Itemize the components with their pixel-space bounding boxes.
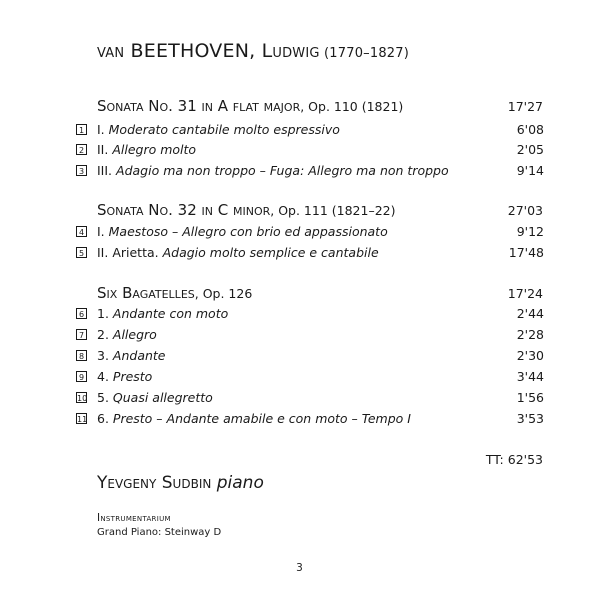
work-title-b: 31 in A flat major	[172, 97, 301, 115]
track-title-text: Adagio ma non troppo – Fuga: Allegro ma non troppo	[116, 163, 449, 178]
composer-dates: (1770–1827)	[319, 46, 410, 61]
track-number: 4	[76, 226, 87, 237]
track-title-text: Allegro	[112, 327, 157, 342]
track-prefix: II.	[97, 142, 113, 157]
track-number: 2	[76, 144, 87, 155]
track-title	[97, 142, 196, 157]
track-duration: 2'05	[516, 142, 544, 157]
track-number: 6	[76, 308, 87, 319]
track-title-text: Allegro molto	[112, 142, 197, 157]
work-title-a: Six Bagatelles	[97, 284, 195, 302]
track-title	[97, 224, 388, 239]
composer-heading	[97, 40, 409, 62]
work-duration: 17'27	[507, 99, 543, 114]
track-duration: 2'28	[516, 327, 544, 342]
performer	[97, 473, 264, 493]
composer-surname: BEETHOVEN	[130, 40, 250, 62]
instrumentarium-detail: Grand Piano: Steinway D	[97, 527, 222, 538]
track-row	[76, 142, 544, 158]
track-number: 1	[76, 124, 87, 135]
track-number: 9	[76, 371, 87, 382]
work-title	[97, 97, 403, 115]
track-prefix: 3.	[97, 348, 113, 363]
track-row	[76, 348, 544, 364]
track-row	[76, 327, 544, 343]
track-title-text: Presto	[112, 369, 153, 384]
track-number: 7	[76, 329, 87, 340]
track-title	[97, 163, 449, 178]
track-row	[76, 122, 544, 138]
track-duration: 2'30	[516, 348, 544, 363]
track-title	[97, 306, 228, 321]
track-duration: 2'44	[516, 306, 544, 321]
track-row	[76, 163, 544, 179]
track-duration: 9'14	[516, 163, 544, 178]
track-title	[97, 369, 152, 384]
composer-comma: ,	[249, 40, 262, 62]
work-opus: , Op. 110 (1821)	[300, 99, 404, 114]
track-prefix: III.	[97, 163, 117, 178]
track-title-text: Presto – Andante amabile e con moto – Tempo I	[112, 411, 411, 426]
track-title	[97, 390, 213, 405]
track-title	[97, 245, 379, 260]
track-title-text: Andante	[112, 348, 166, 363]
track-row	[76, 390, 544, 406]
track-title-text: Maestoso – Allegro con brio ed appassionato	[108, 224, 388, 239]
track-title-text: Andante con moto	[112, 306, 229, 321]
track-row	[76, 224, 544, 240]
track-prefix: I.	[97, 224, 109, 239]
performer-name: Yevgeny Sudbin	[97, 473, 212, 493]
track-row	[76, 369, 544, 385]
track-prefix: 6.	[97, 411, 113, 426]
work-title-a: Sonata No.	[97, 97, 173, 115]
track-number: 5	[76, 247, 87, 258]
work-duration: 17'24	[507, 286, 543, 301]
track-title-text: Adagio molto semplice e cantabile	[162, 245, 379, 260]
composer-prefix: van	[97, 40, 131, 62]
work-title-b: 32 in C minor	[172, 201, 271, 219]
track-prefix: 2.	[97, 327, 113, 342]
track-duration: 1'56	[516, 390, 544, 405]
total-time: TT: 62'53	[485, 452, 543, 467]
track-title-text: Quasi allegretto	[112, 390, 213, 405]
track-prefix: I.	[97, 122, 109, 137]
track-row	[76, 411, 544, 427]
track-row	[76, 306, 544, 322]
track-duration: 3'44	[516, 369, 544, 384]
track-title	[97, 348, 166, 363]
work-title-a: Sonata No.	[97, 201, 173, 219]
track-number: 11	[77, 415, 88, 424]
work-title	[97, 201, 396, 219]
work-opus: , Op. 126	[194, 286, 253, 301]
track-duration: 6'08	[516, 122, 544, 137]
track-title	[97, 327, 157, 342]
track-title	[97, 411, 411, 426]
track-duration: 9'12	[516, 224, 544, 239]
track-title	[97, 122, 340, 137]
track-duration: 3'53	[516, 411, 544, 426]
composer-given-name: Ludwig	[261, 40, 320, 62]
work-duration: 27'03	[507, 203, 543, 218]
track-number: 8	[76, 350, 87, 361]
track-prefix: II. Arietta.	[97, 245, 163, 260]
work-title	[97, 284, 252, 302]
track-number: 10	[77, 394, 88, 403]
track-prefix: 4.	[97, 369, 113, 384]
track-prefix: 1.	[97, 306, 113, 321]
track-duration: 17'48	[508, 245, 544, 260]
work-opus: , Op. 111 (1821–22)	[270, 203, 396, 218]
page-number: 3	[296, 562, 303, 574]
track-row	[76, 245, 544, 261]
track-number: 3	[76, 165, 87, 176]
track-prefix: 5.	[97, 390, 113, 405]
instrumentarium-heading: Instrumentarium	[97, 512, 171, 524]
performer-instrument: piano	[211, 473, 264, 493]
track-title-text: Moderato cantabile molto espressivo	[108, 122, 340, 137]
